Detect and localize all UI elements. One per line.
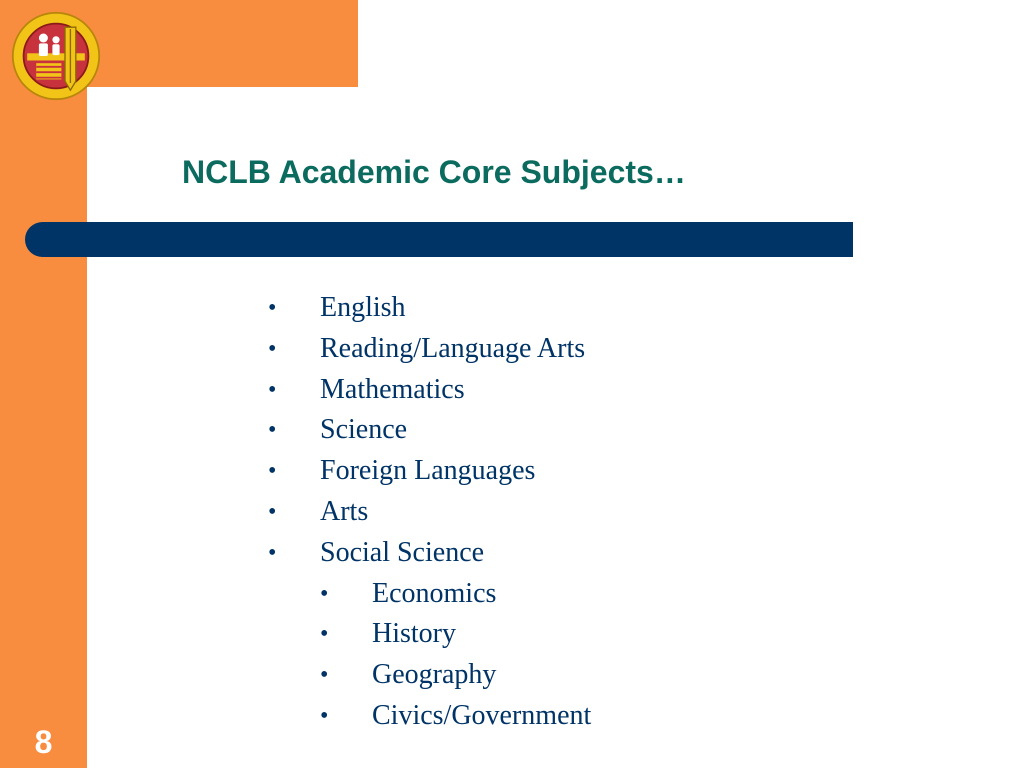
list-item-label: Foreign Languages: [320, 455, 536, 487]
bullet-icon: •: [320, 702, 329, 729]
bullet-icon: •: [268, 498, 277, 525]
list-item-label: Mathematics: [320, 373, 465, 405]
list-item-label: Science: [320, 414, 408, 446]
list-item-label: Geography: [372, 659, 497, 691]
bullet-icon: •: [268, 539, 277, 566]
list-item-label: English: [320, 292, 406, 323]
bullet-icon: •: [320, 662, 329, 689]
list-item-label: Arts: [320, 495, 369, 527]
bullet-icon: •: [268, 458, 277, 485]
list-item-label: Economics: [372, 577, 497, 609]
bullet-icon: •: [320, 580, 329, 607]
bullet-icon: •: [268, 335, 277, 362]
bullet-icon: •: [320, 621, 329, 648]
slide-title: NCLB Academic Core Subjects…: [182, 154, 686, 190]
title-divider-bar: [25, 222, 853, 257]
bullet-icon: •: [268, 376, 277, 403]
orange-side-band: [0, 0, 87, 768]
bullet-icon: •: [268, 295, 277, 321]
bullet-icon: •: [268, 417, 277, 444]
lausd-seal-icon: [11, 11, 101, 101]
list-item-label: Civics/Government: [372, 699, 592, 731]
page-number: 8: [34, 724, 53, 760]
list-item-label: History: [372, 618, 456, 650]
list-item-label: Reading/Language Arts: [320, 332, 586, 364]
list-item-label: Social Science: [320, 536, 485, 568]
